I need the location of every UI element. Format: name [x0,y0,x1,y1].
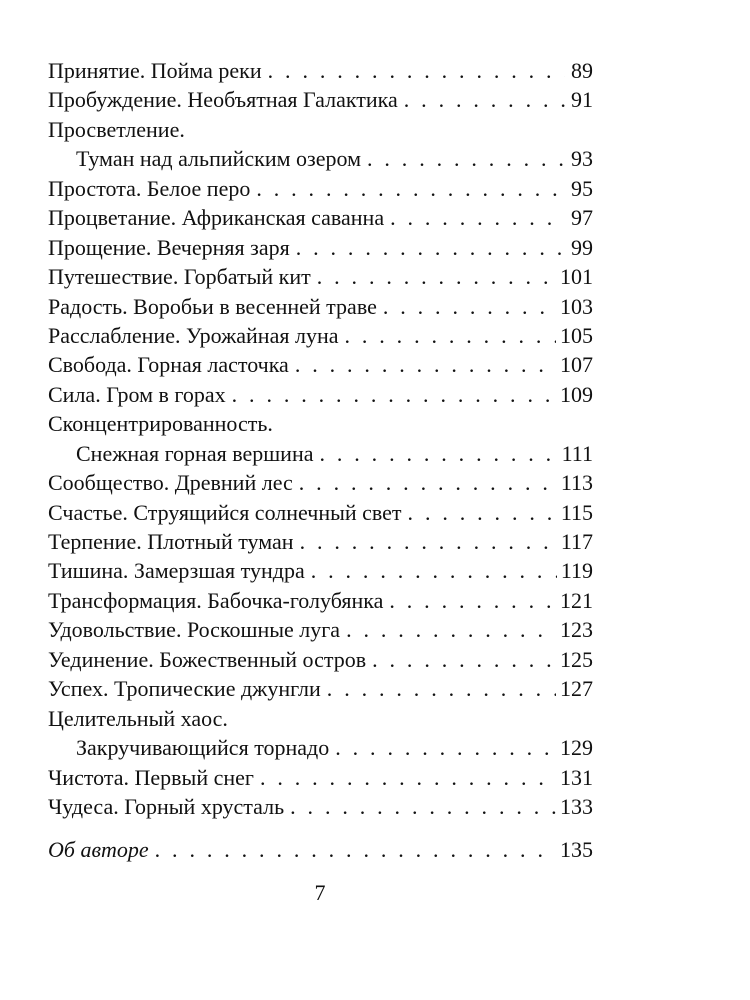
toc-entry-title: Счастье. Струящийся солнечный свет [48,499,402,525]
toc-entry [48,763,593,792]
toc-entry [48,498,593,527]
toc-entry-page: 105 [560,322,593,348]
toc-entry-page: 117 [560,529,593,554]
dot-leader [367,144,565,173]
toc-entry-title: Свобода. Горная ласточка [48,352,289,378]
dot-leader [268,56,565,85]
toc-entry [48,174,593,203]
toc-entry-title: Радость. Воробьи в весенней траве [48,293,377,319]
toc-entry [48,645,593,674]
toc-entry-title: Туман над альпийским озером [76,146,361,172]
toc-entry [48,292,593,321]
toc-entry-title: Удовольствие. Роскошные луга [48,617,341,643]
toc-entry-page: 95 [571,175,593,201]
toc-entry-page: 103 [560,293,593,319]
toc-entry [48,144,593,173]
toc-entry [48,439,593,468]
toc-entry-page: 107 [560,352,593,378]
toc-entry [48,321,593,350]
toc-entry-title: Путешествие. Горбатый кит [48,264,311,290]
dot-leader [295,350,556,379]
toc-entry-page: 93 [571,146,593,172]
toc-entry-title: Простота. Белое перо [48,175,251,201]
toc-entry [48,85,593,114]
toc-entry-title: Терпение. Плотный туман [48,529,294,554]
toc-entry-title: Расслабление. Урожайная луна [48,322,339,348]
toc-entry-title: Успех. Тропические джунгли [48,676,321,702]
toc-entry-title: Просветление. [48,116,185,142]
toc-entry [48,262,593,291]
dot-leader [327,674,556,703]
toc-entry-about-author [48,835,593,864]
toc-entry-title: Процветание. Африканская саванна [48,205,385,231]
toc-entry-title: Уединение. Божественный остров [48,646,367,672]
toc-entry [48,556,593,585]
toc-entry-page: 135 [560,837,593,863]
table-of-contents [48,56,593,865]
toc-entry-title: Тишина. Замерзшая тундра [48,558,305,584]
dot-leader [372,645,556,674]
toc-entry [48,674,593,703]
toc-entry-title: Сила. Гром в горах [48,381,226,407]
dot-leader [390,203,565,232]
toc-entry-page: 101 [560,264,593,290]
toc-entry [48,233,593,262]
toc-entry-page: 91 [571,87,593,113]
dot-leader [383,292,556,321]
dot-leader [346,615,556,644]
dot-leader [296,233,565,262]
dot-leader [344,321,556,350]
toc-entry [48,615,593,644]
toc-entry-title: Сконцентрированность. [48,411,273,437]
toc-entry-page: 119 [560,558,593,584]
dot-leader [155,835,556,864]
toc-entry [48,733,593,762]
toc-entry-title: Трансформация. Бабочка-голубянка [48,587,384,613]
dot-leader [232,380,556,409]
toc-entry [48,203,593,232]
toc-entry [48,350,593,379]
toc-entry-heading [48,409,593,438]
toc-entry [48,527,593,556]
toc-entry-heading [48,115,593,144]
toc-entry-page: 111 [561,440,593,466]
toc-entry-page: 129 [560,735,593,761]
toc-entry-page: 127 [560,676,593,702]
toc-entry [48,792,593,821]
toc-entry-page: 115 [560,499,593,525]
toc-entry-title: Принятие. Пойма реки [48,58,262,83]
dot-leader [408,498,557,527]
toc-entry-page: 97 [571,205,593,231]
toc-entry-page: 131 [560,764,593,790]
toc-entry-page: 133 [560,793,593,819]
dot-leader [311,556,557,585]
toc-entry-title: Об авторе [48,837,149,863]
toc-entry [48,586,593,615]
dot-leader [290,792,556,821]
toc-entry-page: 109 [560,381,593,407]
toc-entry-title: Чистота. Первый снег [48,764,254,790]
dot-leader [300,527,557,556]
page-number: 7 [314,880,326,905]
dot-leader [260,763,556,792]
toc-entry-title: Целительный хаос. [48,705,228,731]
dot-leader [404,85,565,114]
dot-leader [389,586,556,615]
toc-entry-page: 121 [560,587,593,613]
toc-entry [48,56,593,85]
toc-entry-page: 125 [560,646,593,672]
toc-entry [48,468,593,497]
toc-entry-title: Прощение. Вечерняя заря [48,234,290,260]
toc-entry-title: Чудеса. Горный хрусталь [48,793,285,819]
toc-entry-page: 123 [560,617,593,643]
toc-entry-title: Сообщество. Древний лес [48,470,293,496]
dot-leader [317,262,556,291]
toc-entry-page: 113 [560,470,593,496]
dot-leader [256,174,565,203]
dot-leader [335,733,556,762]
dot-leader [319,439,557,468]
toc-entry-title: Пробуждение. Необъятная Галактика [48,87,398,113]
toc-entry [48,380,593,409]
toc-entry-title: Снежная горная вершина [76,440,314,466]
dot-leader [299,468,557,497]
toc-entry-heading [48,704,593,733]
toc-entry-title: Закручивающийся торнадо [76,735,330,761]
toc-entry-page: 89 [571,58,593,83]
toc-entry-page: 99 [571,234,593,260]
